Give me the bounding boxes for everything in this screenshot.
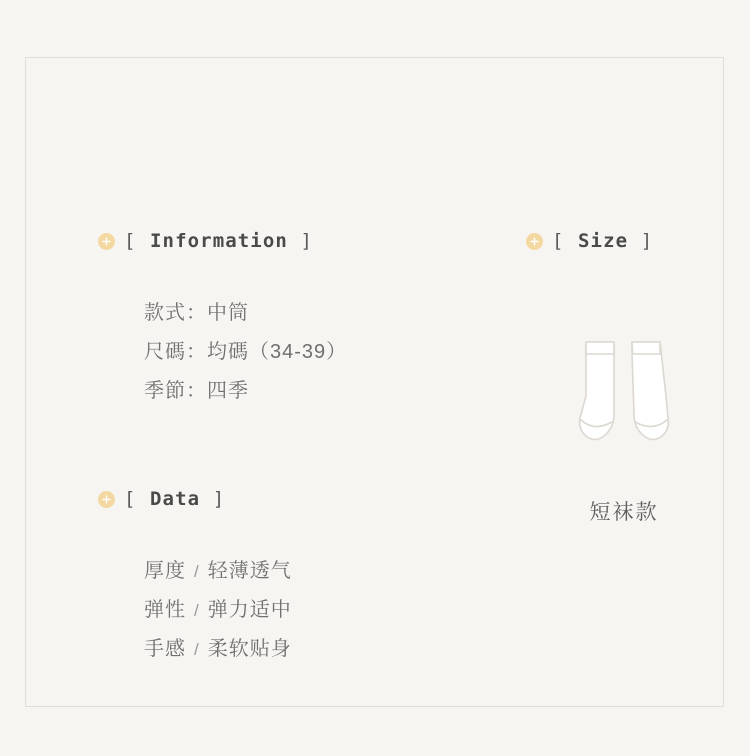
section-title-data	[124, 488, 226, 510]
list-item: 季節：四季	[144, 380, 249, 402]
bracket-close: ]	[300, 230, 314, 252]
list-item: 款式：中筒	[144, 302, 249, 324]
section-title-text: Data	[150, 488, 201, 510]
plus-icon	[526, 233, 543, 250]
plus-icon	[98, 491, 115, 508]
data-label: 手感	[144, 638, 186, 660]
bracket-open: [	[552, 230, 566, 252]
bracket-close: ]	[212, 488, 227, 510]
list-item	[144, 591, 292, 630]
sock-illustration-caption: 短袜款	[589, 501, 659, 524]
section-heading-size	[526, 230, 654, 252]
bracket-close: ]	[640, 230, 655, 252]
information-list	[144, 294, 347, 411]
data-value: 弹力适中	[207, 599, 292, 621]
section-heading-information	[98, 230, 314, 252]
data-list	[144, 552, 292, 669]
sock-illustration	[574, 336, 674, 464]
section-title-text: Size	[578, 230, 629, 252]
section-title-text: Information	[150, 230, 288, 252]
bracket-open: [	[124, 488, 138, 510]
data-value: 柔软贴身	[207, 638, 292, 660]
data-value: 轻薄透气	[207, 560, 292, 582]
data-separator: /	[194, 562, 200, 581]
data-separator: /	[194, 640, 200, 659]
data-label: 弹性	[144, 599, 186, 621]
list-item	[144, 552, 292, 591]
list-item: 尺碼：均碼（34-39）	[144, 341, 348, 363]
bracket-open: [	[124, 230, 138, 252]
list-item	[144, 630, 292, 669]
section-heading-data	[98, 488, 226, 510]
section-title-size	[552, 230, 654, 252]
section-title-information	[124, 230, 314, 252]
data-separator: /	[194, 601, 200, 620]
plus-icon	[98, 233, 115, 250]
detail-card	[25, 57, 724, 707]
data-label: 厚度	[144, 560, 186, 582]
